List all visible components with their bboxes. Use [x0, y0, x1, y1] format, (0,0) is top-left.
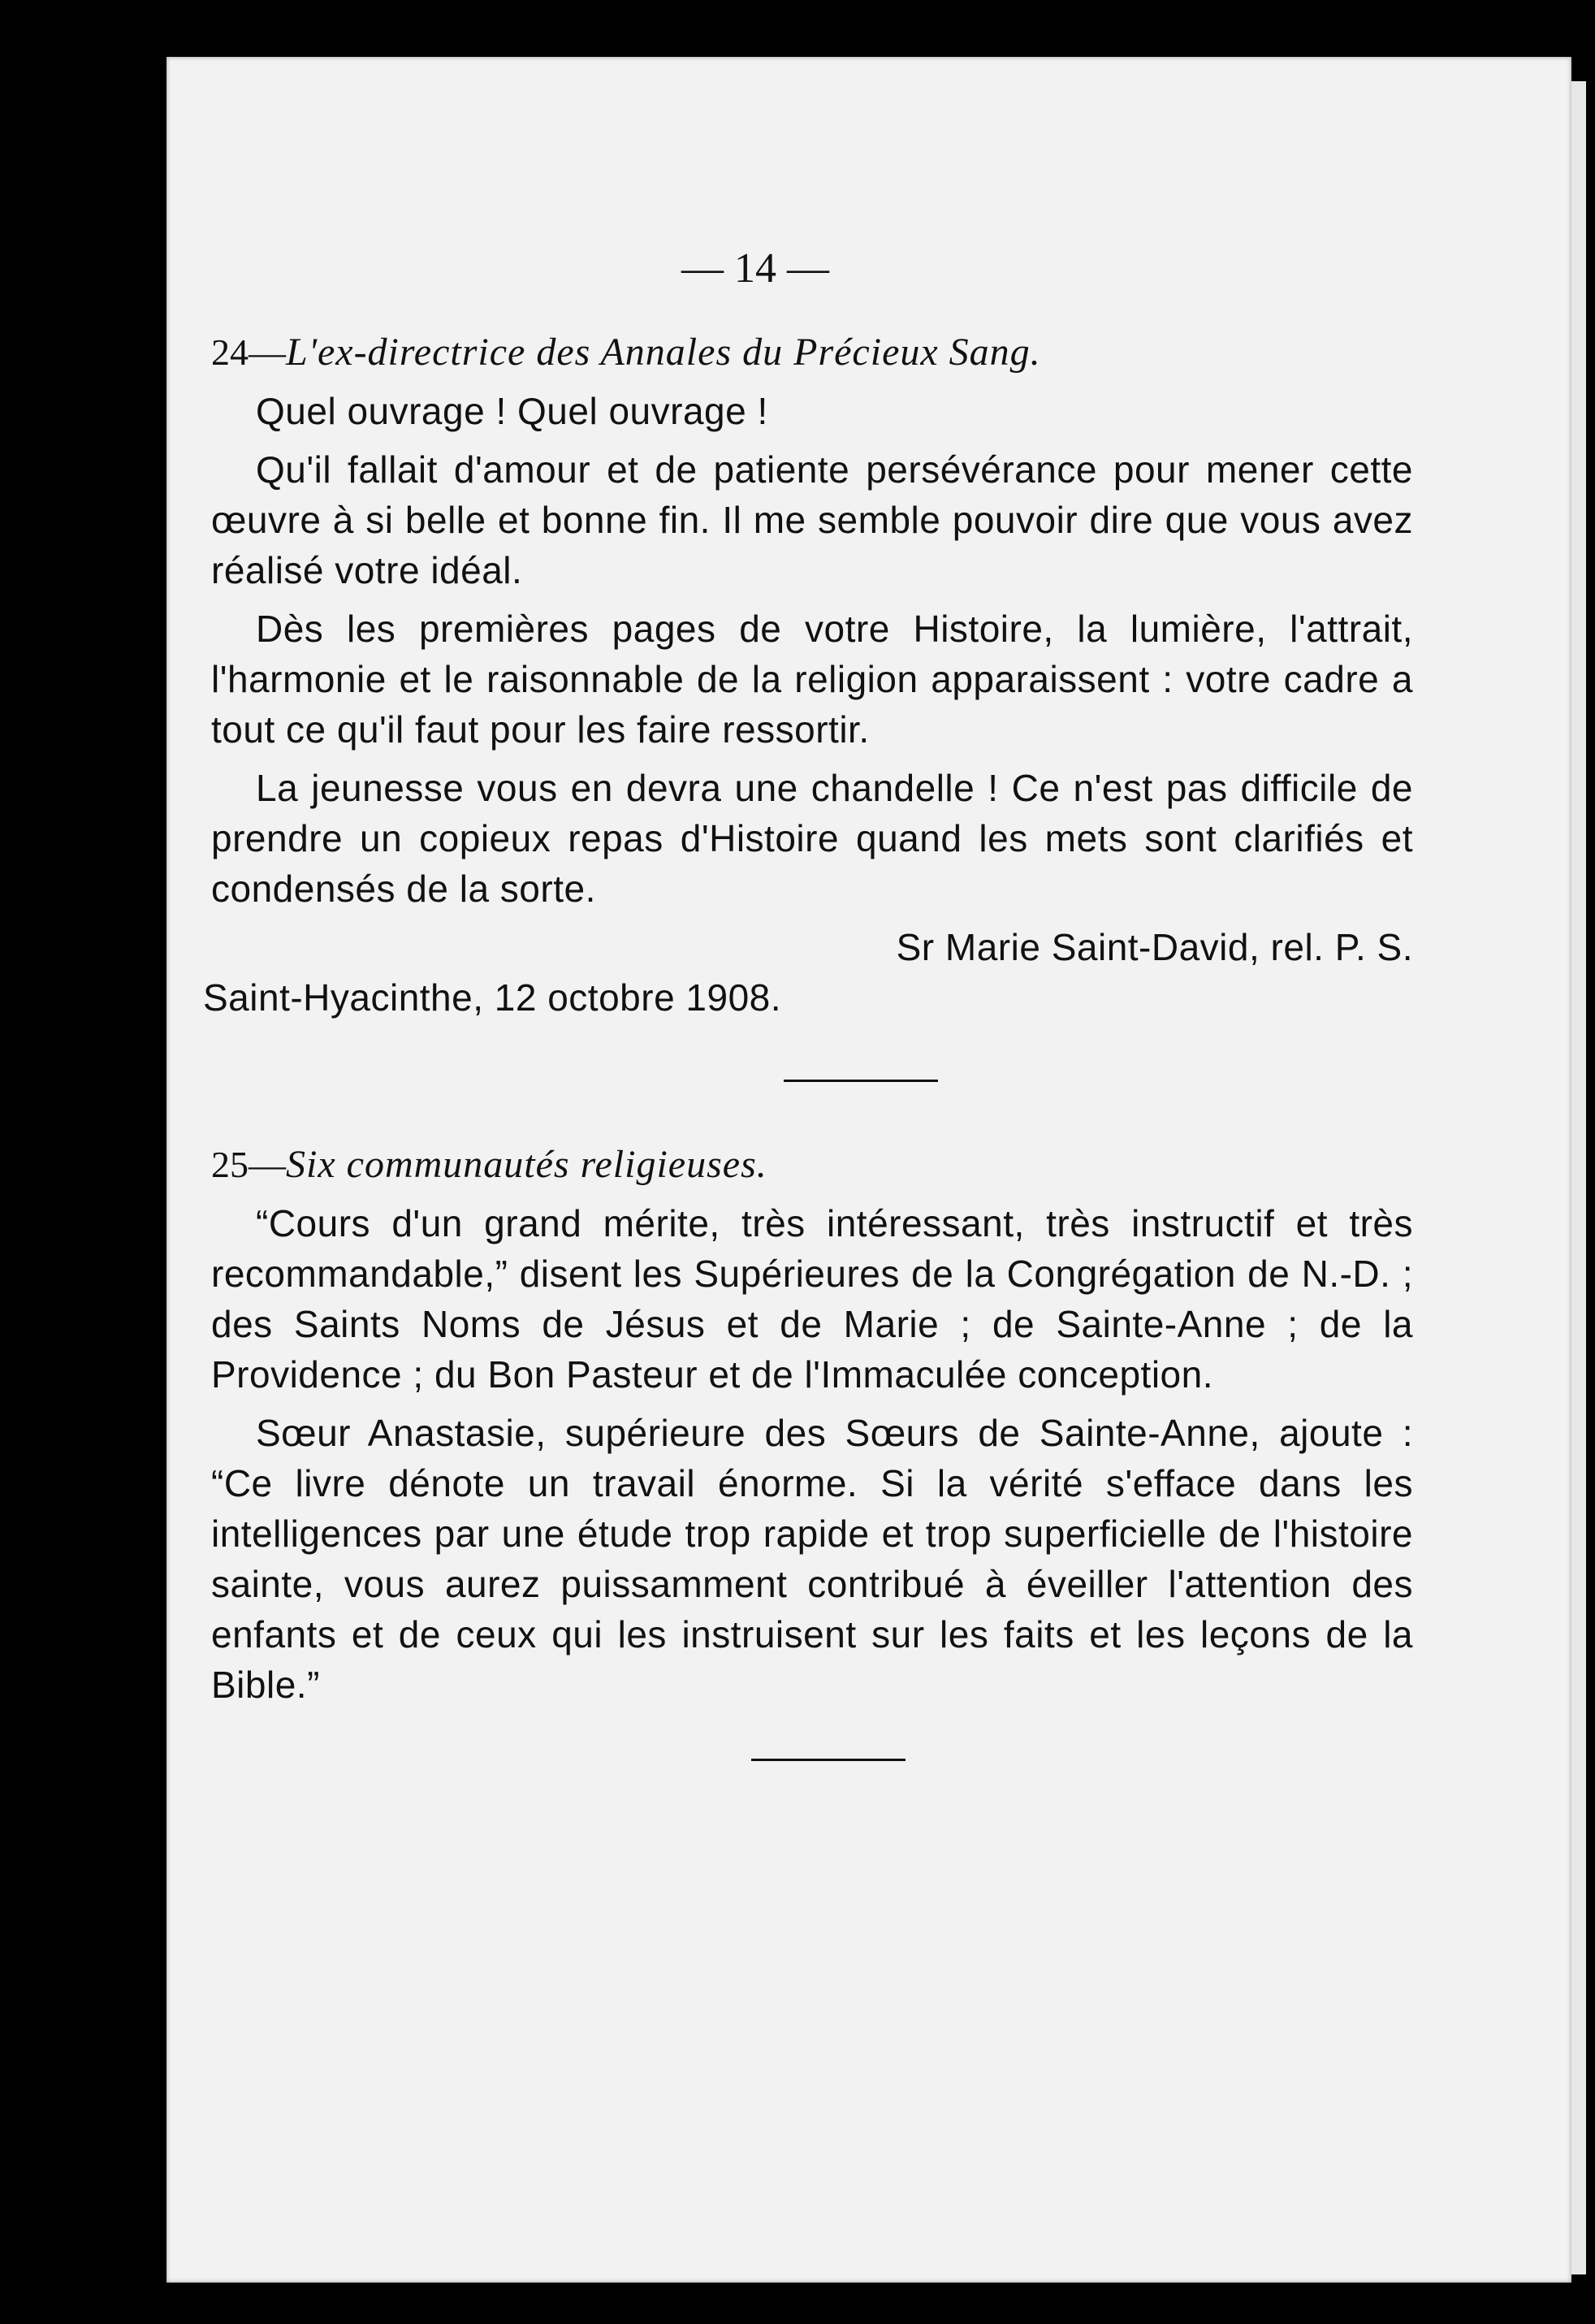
signature: Sr Marie Saint-David, rel. P. S. [896, 926, 1413, 968]
paragraph: Qu'il fallait d'amour et de patiente persévérance pour mener cette œuvre à si belle et bonne fin. Il me semble pouvoir dire que vous avez réalisé votre idéal. [211, 448, 1413, 591]
place-date: Saint-Hyacinthe, 12 octobre 1908. [203, 976, 782, 1019]
section-divider [751, 1759, 906, 1761]
entry-number: 24— [211, 331, 286, 373]
entry-heading [211, 327, 1413, 378]
page-edge [1571, 81, 1586, 2274]
entry-title: Six communautés religieuses. [286, 1143, 767, 1186]
section-divider [784, 1080, 938, 1082]
page-number: — 14 — [681, 245, 829, 292]
entry-heading [211, 1139, 1413, 1190]
entry-number: 25— [211, 1144, 286, 1185]
paragraph: La jeunesse vous en devra une chandelle ! Ce n'est pas difficile de prendre un copieux repas d'Histoire quand les mets sont clarifiés et condensés de la sorte. [211, 767, 1413, 910]
paragraph: Sœur Anastasie, supérieure des Sœurs de Sainte-Anne, ajoute : “Ce livre dénote un travail énorme. Si la vérité s'efface dans les intelligences par une étude trop rapide et trop superficielle de l'histoire sainte, vous aurez puissamment contribué à éveiller l'attention des enfants et de ceux qui les instruisent sur les faits et les leçons de la Bible.” [211, 1412, 1413, 1706]
paragraph: Dès les premières pages de votre Histoire, la lumière, l'attrait, l'harmonie et le raisonnable de la religion apparaissent : votre cadre a tout ce qu'il faut pour les faire ressortir. [211, 608, 1413, 751]
entry-24 [203, 327, 1413, 1023]
page-content [203, 244, 1413, 1818]
paragraph: Quel ouvrage ! Quel ouvrage ! [256, 390, 768, 432]
paragraph: “Cours d'un grand mérite, très intéressant, très instructif et très recommandable,” disent les Supérieures de la Congrégation de N.-D. ; des Saints Noms de Jésus et de Marie ; de Sainte-Anne ; de la Providence ; du Bon Pasteur et de l'Immaculée conception. [211, 1202, 1413, 1396]
entry-25 [211, 1139, 1413, 1710]
entry-title: L'ex-directrice des Annales du Précieux Sang. [286, 331, 1041, 374]
